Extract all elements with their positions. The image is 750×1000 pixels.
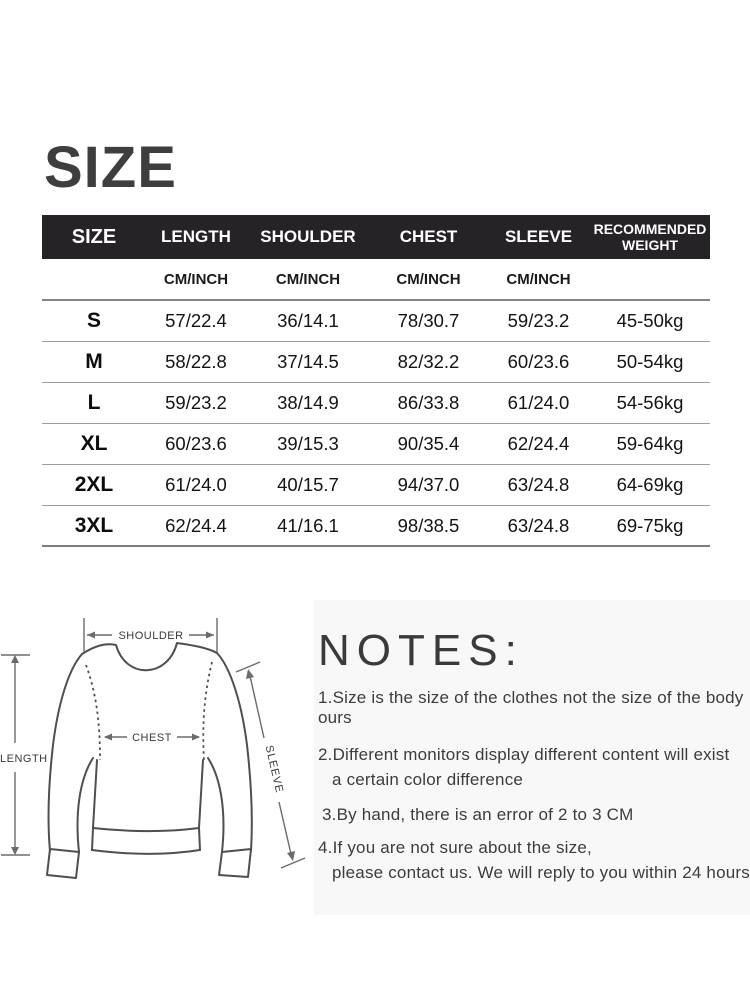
note-line: 1.Size is the size of the clothes not the size of the body ours <box>318 688 744 727</box>
note-line: 3.By hand, there is an error of 2 to 3 CM <box>322 805 634 824</box>
note-line: please contact us. We will reply to you within 24 hours <box>332 863 750 882</box>
header-cell-length: LENGTH <box>161 227 231 246</box>
cell-size: M <box>85 350 103 373</box>
unit-cell: CM/INCH <box>163 270 229 288</box>
cell-length: 57/22.4 <box>165 310 227 331</box>
cell-sleeve: 60/23.6 <box>507 351 570 372</box>
cell-size: 3XL <box>74 513 114 537</box>
notes-panel <box>314 600 750 915</box>
cell-size: L <box>87 391 101 414</box>
cell-weight: 54-56kg <box>616 392 684 413</box>
cell-size: 2XL <box>74 473 114 496</box>
length-label: LENGTH <box>0 753 48 765</box>
header-cell-chest: CHEST <box>399 227 458 246</box>
cell-shoulder: 40/15.7 <box>277 474 339 495</box>
cell-sleeve: 63/24.8 <box>507 474 570 495</box>
unit-cell: CM/INCH <box>506 270 571 288</box>
table-units-row <box>42 259 710 301</box>
cell-size: S <box>86 309 101 332</box>
cell-length: 60/23.6 <box>165 433 227 454</box>
cell-shoulder: 39/15.3 <box>277 433 339 454</box>
unit-cell: CM/INCH <box>275 270 341 288</box>
header-cell-shoulder: SHOULDER <box>260 227 356 246</box>
size-table <box>42 215 710 547</box>
table-row <box>42 506 710 547</box>
table-row <box>42 424 710 465</box>
cell-weight: 69-75kg <box>616 514 684 536</box>
cell-chest: 82/32.2 <box>397 351 460 372</box>
cell-shoulder: 38/14.9 <box>277 392 339 413</box>
seam-dashed-lines <box>86 662 212 760</box>
notes-heading: NOTES: <box>318 626 524 675</box>
unit-cell: CM/INCH <box>396 270 461 288</box>
cell-shoulder: 36/14.1 <box>277 310 339 331</box>
table-row <box>42 465 710 506</box>
cell-weight: 64-69kg <box>616 474 684 495</box>
cell-weight: 59-64kg <box>616 433 684 454</box>
cell-shoulder: 37/14.5 <box>277 351 339 372</box>
cell-weight: 50-54kg <box>616 351 684 372</box>
table-header-row <box>42 215 710 259</box>
cell-shoulder: 41/16.1 <box>277 514 339 536</box>
cell-chest: 94/37.0 <box>397 474 460 495</box>
shoulder-label: SHOULDER <box>118 630 184 642</box>
cell-size: XL <box>80 432 108 455</box>
sweater-measurement-diagram <box>0 610 320 910</box>
cell-sleeve: 59/23.2 <box>507 310 570 331</box>
chest-label: CHEST <box>132 732 172 744</box>
cell-sleeve: 63/24.8 <box>507 514 570 536</box>
cell-sleeve: 61/24.0 <box>507 392 570 413</box>
table-row <box>42 301 710 342</box>
cell-length: 59/23.2 <box>165 392 227 413</box>
table-row <box>42 383 710 424</box>
sweater-outline-drawing <box>47 643 252 878</box>
cell-weight: 45-50kg <box>616 310 684 331</box>
note-line: 4.If you are not sure about the size, <box>318 838 592 857</box>
sleeve-label: SLEEVE <box>262 744 286 795</box>
header-cell-size: SIZE <box>71 225 117 248</box>
cell-chest: 90/35.4 <box>397 433 460 454</box>
cell-length: 62/24.4 <box>165 514 227 536</box>
cell-chest: 78/30.7 <box>397 310 460 331</box>
table-row <box>42 342 710 383</box>
cell-chest: 98/38.5 <box>397 514 460 536</box>
cell-length: 58/22.8 <box>165 351 227 372</box>
header-cell-sleeve: SLEEVE <box>504 227 573 246</box>
header-cell-weight: RECOMMENDED WEIGHT <box>593 220 707 253</box>
note-line: 2.Different monitors display different content will exist <box>318 745 730 764</box>
cell-chest: 86/33.8 <box>397 392 460 413</box>
note-line: a certain color difference <box>332 770 524 789</box>
cell-sleeve: 62/24.4 <box>507 433 570 454</box>
page-title: SIZE <box>44 135 177 200</box>
cell-length: 61/24.0 <box>165 474 227 495</box>
